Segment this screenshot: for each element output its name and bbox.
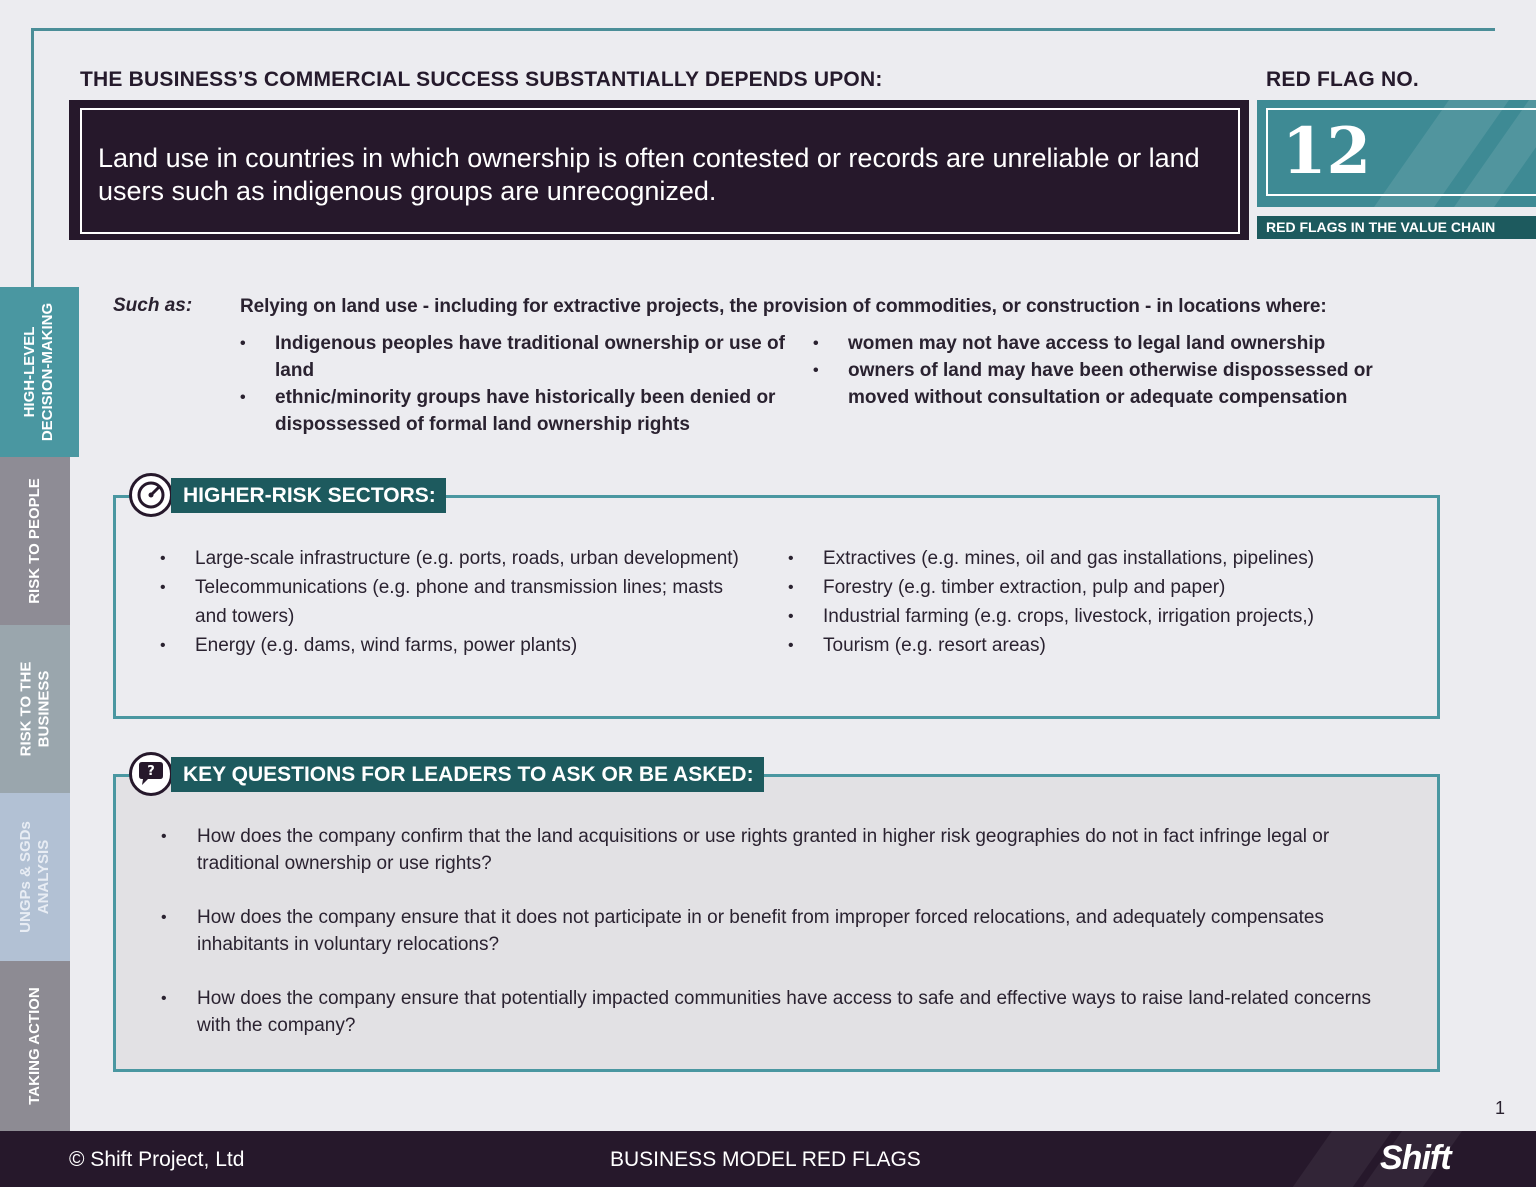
list-item: • Telecommunications (e.g. phone and transmission lines; masts and towers) (160, 573, 750, 631)
higher-risk-sectors-header (129, 473, 446, 517)
list-item: • Energy (e.g. dams, wind farms, power plants) (160, 631, 750, 660)
tab-label: ANALYSIS (35, 839, 53, 915)
speedometer-icon (129, 473, 173, 517)
frame-left-line (31, 28, 34, 290)
list-item: • How does the company ensure that it does not participate in or benefit from improper forced relocations, and adequately compensates inhabitants in voluntary relocations? (161, 904, 1401, 958)
tab-ungps-sgds-analysis[interactable] (0, 793, 70, 961)
list-item: • Indigenous peoples have traditional ownership or use of land (240, 330, 810, 384)
frame-top-line (31, 28, 1495, 31)
list-item: • How does the company ensure that potentially impacted communities have access to safe and effective ways to raise land-related concerns with the company? (161, 985, 1401, 1039)
tab-label: HIGH-LEVEL (21, 326, 39, 418)
list-item: • How does the company confirm that the land acquisitions or use rights granted in higher risk geographies do not in fact infringe legal or traditional ownership or use rights? (161, 823, 1401, 877)
list-item: • ethnic/minority groups have historically been denied or dispossessed of formal land ownership rights (240, 384, 810, 438)
list-item: • Extractives (e.g. mines, oil and gas installations, pipelines) (788, 544, 1408, 573)
tab-label: DECISION-MAKING (39, 302, 57, 442)
value-chain-label: RED FLAGS IN THE VALUE CHAIN (1257, 216, 1536, 239)
tab-label: RISK TO PEOPLE (26, 478, 43, 604)
tab-risk-to-the-business[interactable] (0, 625, 70, 793)
list-item: • Tourism (e.g. resort areas) (788, 631, 1408, 660)
depends-upon-heading: THE BUSINESS’S COMMERCIAL SUCCESS SUBSTANTIALLY DEPENDS UPON: (80, 68, 883, 91)
shift-logo: Shift (1380, 1139, 1451, 1177)
such-as-intro: Relying on land use - including for extractive projects, the provision of commodities, or construction - in locations where: (240, 296, 1327, 317)
list-item: • Industrial farming (e.g. crops, livestock, irrigation projects,) (788, 602, 1408, 631)
red-flag-number: 12 (1266, 108, 1536, 196)
tab-label: UNGPs & SGDs (17, 821, 35, 933)
list-item: • Forestry (e.g. timber extraction, pulp and paper) (788, 573, 1408, 602)
key-questions-list (161, 823, 1401, 1066)
tab-label: BUSINESS (35, 670, 53, 748)
key-questions-title: KEY QUESTIONS FOR LEADERS TO ASK OR BE ASKED: (171, 757, 764, 792)
footer-copyright: © Shift Project, Ltd (69, 1148, 245, 1171)
svg-text:?: ? (147, 764, 155, 779)
higher-risk-left-list (160, 544, 750, 660)
tab-risk-to-people[interactable] (0, 457, 70, 625)
higher-risk-right-list (788, 544, 1408, 660)
such-as-label: Such as: (113, 295, 193, 316)
tab-label: TAKING ACTION (26, 987, 43, 1105)
tab-high-level-decision-making[interactable] (0, 287, 79, 457)
tab-label: RISK TO THE (17, 661, 35, 757)
list-item: • Large-scale infrastructure (e.g. ports, roads, urban development) (160, 544, 750, 573)
higher-risk-sectors-title: HIGHER-RISK SECTORS: (171, 478, 446, 513)
page-number: 1 (1495, 1098, 1506, 1118)
list-item: • women may not have access to legal land ownership (813, 330, 1393, 357)
footer-title: BUSINESS MODEL RED FLAGS (610, 1148, 921, 1171)
speech-bubble-question-icon (129, 752, 173, 796)
such-as-right-list (813, 330, 1393, 411)
list-item: • owners of land may have been otherwise dispossessed or moved without consultation or adequate compensation (813, 357, 1393, 411)
statement-text: Land use in countries in which ownership is often contested or records are unreliable or land users such as indigenous groups are unrecognized. (80, 108, 1240, 234)
key-questions-header (129, 752, 764, 796)
tab-taking-action[interactable] (0, 961, 70, 1131)
such-as-left-list (240, 330, 810, 438)
red-flag-label: RED FLAG NO. (1266, 68, 1419, 91)
